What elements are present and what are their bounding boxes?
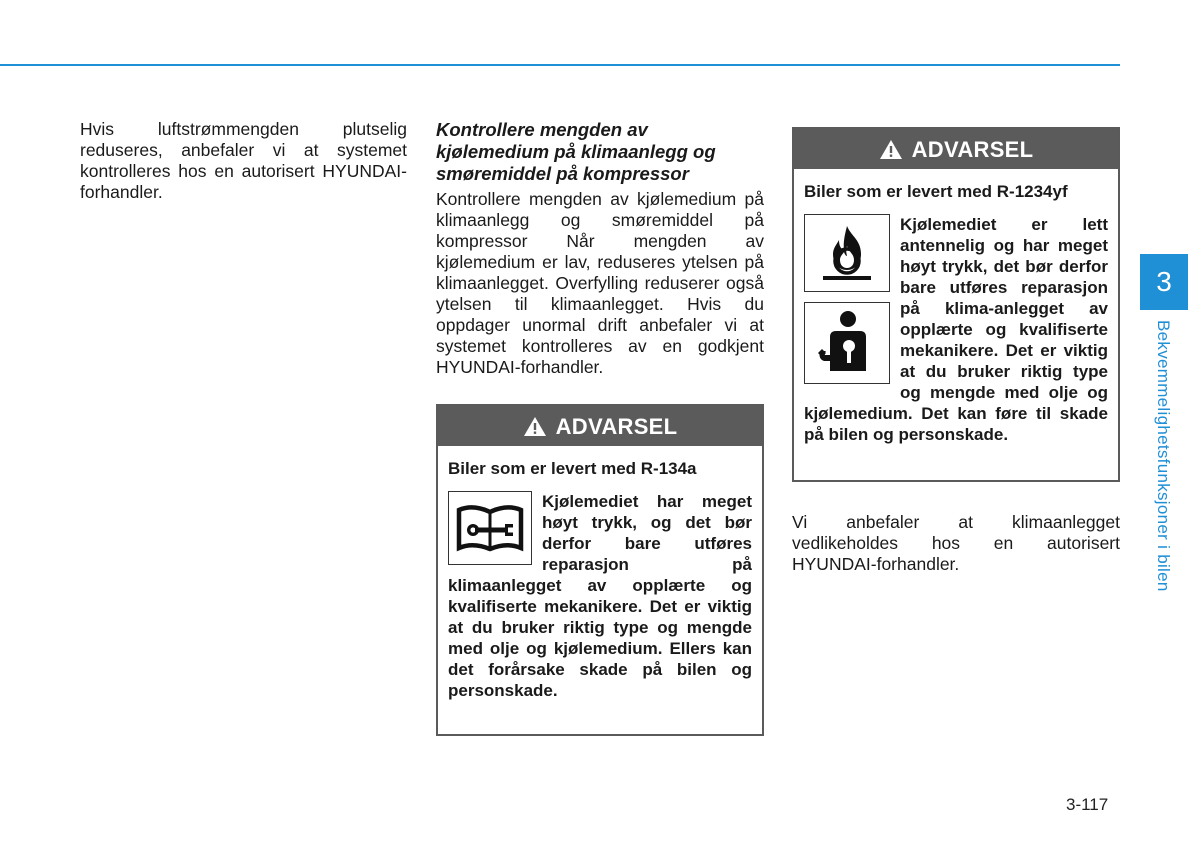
header-rule	[0, 64, 1120, 66]
closing-paragraph: Vi anbefaler at klimaanlegget vedlikeholdes hos en autorisert HYUNDAI-forhandler.	[792, 512, 1120, 574]
warning-text: Kjølemediet er lett antennelig og har meget høyt trykk, det bør derfor bare utføres reparasjon på klima-anlegget av opplærte og kvalifiserte mekanikere. Det er viktig at du bruker riktig type og mengde med olje og kjølemedium. Det kan føre til skade på bilen og personskade.	[804, 215, 1108, 444]
warning-subtitle: Biler som er levert med R-1234yf	[804, 182, 1068, 201]
warning-header	[438, 406, 762, 446]
warning-subtitle: Biler som er levert med R-134a	[448, 459, 697, 478]
warning-title: ADVARSEL	[555, 413, 678, 439]
warning-text: Kjølemediet har meget høyt trykk, og det bør derfor bare utføres reparasjon på klimaanlegget av opplærte og kvalifiserte mekanikere. Det er viktig at du bruker riktig type og mengde med olje og kjølemedium. Ellers kan det forårsake skade på bilen og personskade.	[448, 492, 752, 700]
icon-stack	[804, 214, 890, 384]
page-number: 3-117	[1066, 795, 1109, 814]
warning-triangle-icon	[523, 416, 547, 437]
chapter-number: 3	[1156, 266, 1172, 297]
warning-box-r134a	[436, 404, 764, 736]
column-3	[792, 127, 1120, 575]
warning-header	[794, 129, 1118, 169]
chapter-title: Bekvemmelighetsfunksjoner i bilen	[1154, 320, 1173, 592]
section-paragraph: Kontrollere mengden av kjølemedium på klimaanlegg og smøremiddel på kompressor Når mengden av kjølemedium er lav, reduseres ytelsen på klimaanlegget. Overfylling reduserer også ytelsen til klimaanlegget. Hvis du oppdager unormal drift anbefaler vi at systemet kontrolleres av en godkjent HYUNDAI-forhandler.	[436, 189, 764, 377]
column-2	[436, 119, 764, 736]
warning-body	[794, 169, 1118, 455]
warning-triangle-icon	[879, 139, 903, 160]
column-1	[80, 119, 407, 203]
warning-title: ADVARSEL	[911, 136, 1034, 162]
warning-box-r1234yf	[792, 127, 1120, 482]
intro-paragraph: Hvis luftstrømmengden plutselig reduseres, anbefaler vi at systemet kontrolleres hos en autorisert HYUNDAI-forhandler.	[80, 119, 407, 202]
section-heading: Kontrollere mengden av kjølemedium på klimaanlegg og smøremiddel på kompressor	[436, 119, 716, 184]
manual-wrench-icon	[448, 491, 532, 565]
chapter-tab	[1140, 254, 1188, 310]
warning-body	[438, 446, 762, 711]
flammable-icon	[804, 214, 890, 292]
mechanic-icon	[804, 302, 890, 384]
